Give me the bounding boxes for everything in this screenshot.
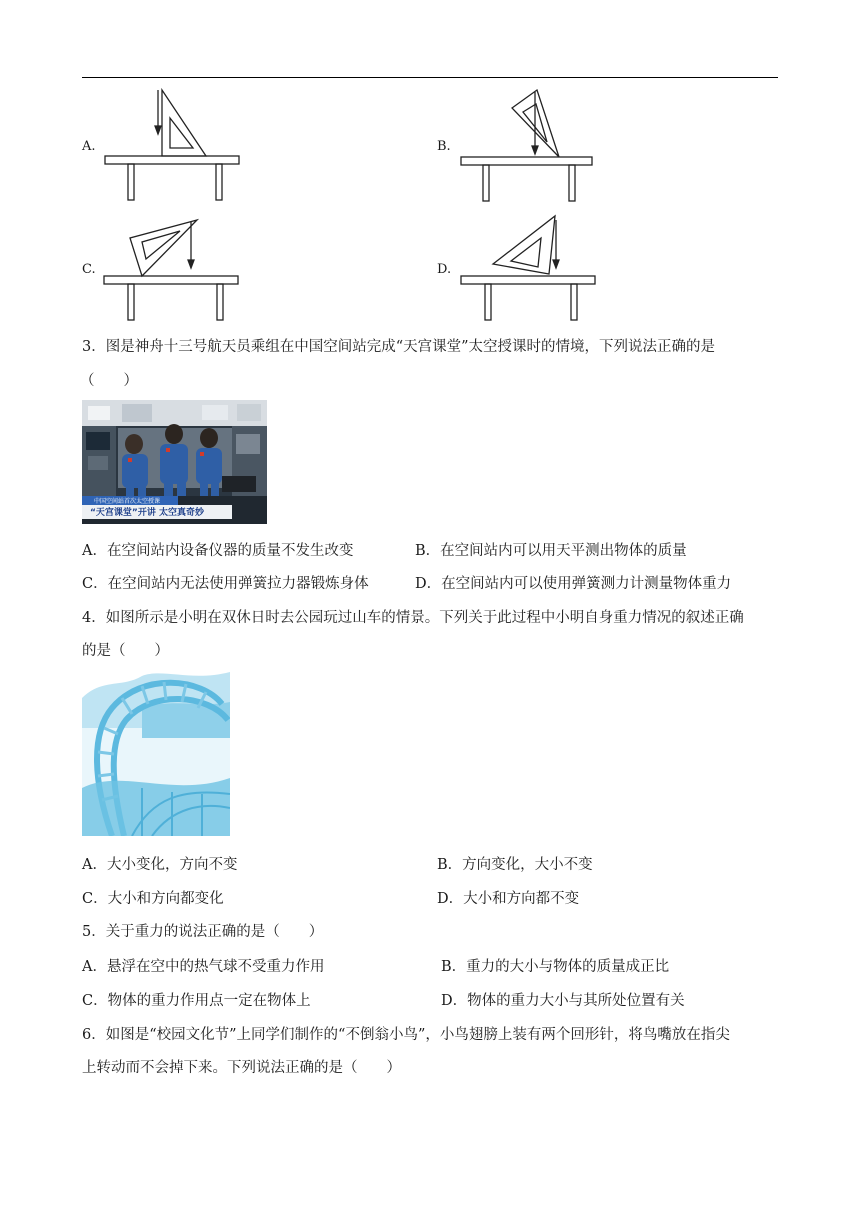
q4-stem-line2: 的是（ ） [82,643,169,659]
q3-option-b[interactable]: B．在空间站内可以用天平测出物体的质量 [415,543,687,559]
q3-photo-caption-small: 中国空间站首次太空授课 [94,498,161,505]
q4-roller-coaster-photo [82,668,230,836]
q3-option-d[interactable]: D．在空间站内可以使用弹簧测力计测量物体重力 [415,576,732,592]
q2-option-a-figure [100,86,245,206]
q2-option-d-figure [455,210,600,325]
q6-stem-line2: 上转动而不会掉下来。下列说法正确的是（ ） [82,1060,401,1076]
q6-stem-line1: 6．如图是“校园文化节”上同学们制作的“不倒翁小鸟”，小鸟翅膀上装有两个回形针，将鸟嘴放在指尖 [82,1027,730,1043]
q4-option-a[interactable]: A．大小变化，方向不变 [82,857,238,873]
q4-stem-line1: 4．如图所示是小明在双休日时去公园玩过山车的情景。下列关于此过程中小明自身重力情况的叙述正确 [82,610,744,626]
q3-stem: 3．图是神舟十三号航天员乘组在中国空间站完成“天宫课堂”太空授课时的情境，下列说法正确的是 [82,339,716,355]
q5-option-b[interactable]: B．重力的大小与物体的质量成正比 [441,959,670,975]
q2-option-a-label[interactable]: A. [82,139,96,154]
q3-option-c[interactable]: C．在空间站内无法使用弹簧拉力器锻炼身体 [82,576,369,592]
q2-option-c-figure [100,210,245,325]
q4-option-b[interactable]: B．方向变化，大小不变 [437,857,593,873]
q5-option-d[interactable]: D．物体的重力大小与其所处位置有关 [441,993,685,1009]
q2-option-b-figure [455,86,600,206]
q5-stem: 5．关于重力的说法正确的是（ ） [82,924,324,940]
q5-option-c[interactable]: C．物体的重力作用点一定在物体上 [82,993,311,1009]
q4-option-d[interactable]: D．大小和方向都不变 [437,891,580,907]
q5-option-a[interactable]: A．悬浮在空中的热气球不受重力作用 [82,959,325,975]
q3-option-a[interactable]: A．在空间站内设备仪器的质量不发生改变 [82,543,354,559]
q3-answer-paren: （ ） [80,373,138,389]
q3-space-station-photo [82,400,267,524]
q4-option-c[interactable]: C．大小和方向都变化 [82,891,224,907]
q2-option-b-label[interactable]: B. [437,139,451,154]
q3-photo-caption-main: “天宫课堂”开讲 太空真奇妙 [90,508,204,518]
q2-option-c-label[interactable]: C. [82,262,96,277]
q2-option-d-label[interactable]: D. [437,262,452,277]
header-rule [82,77,778,78]
